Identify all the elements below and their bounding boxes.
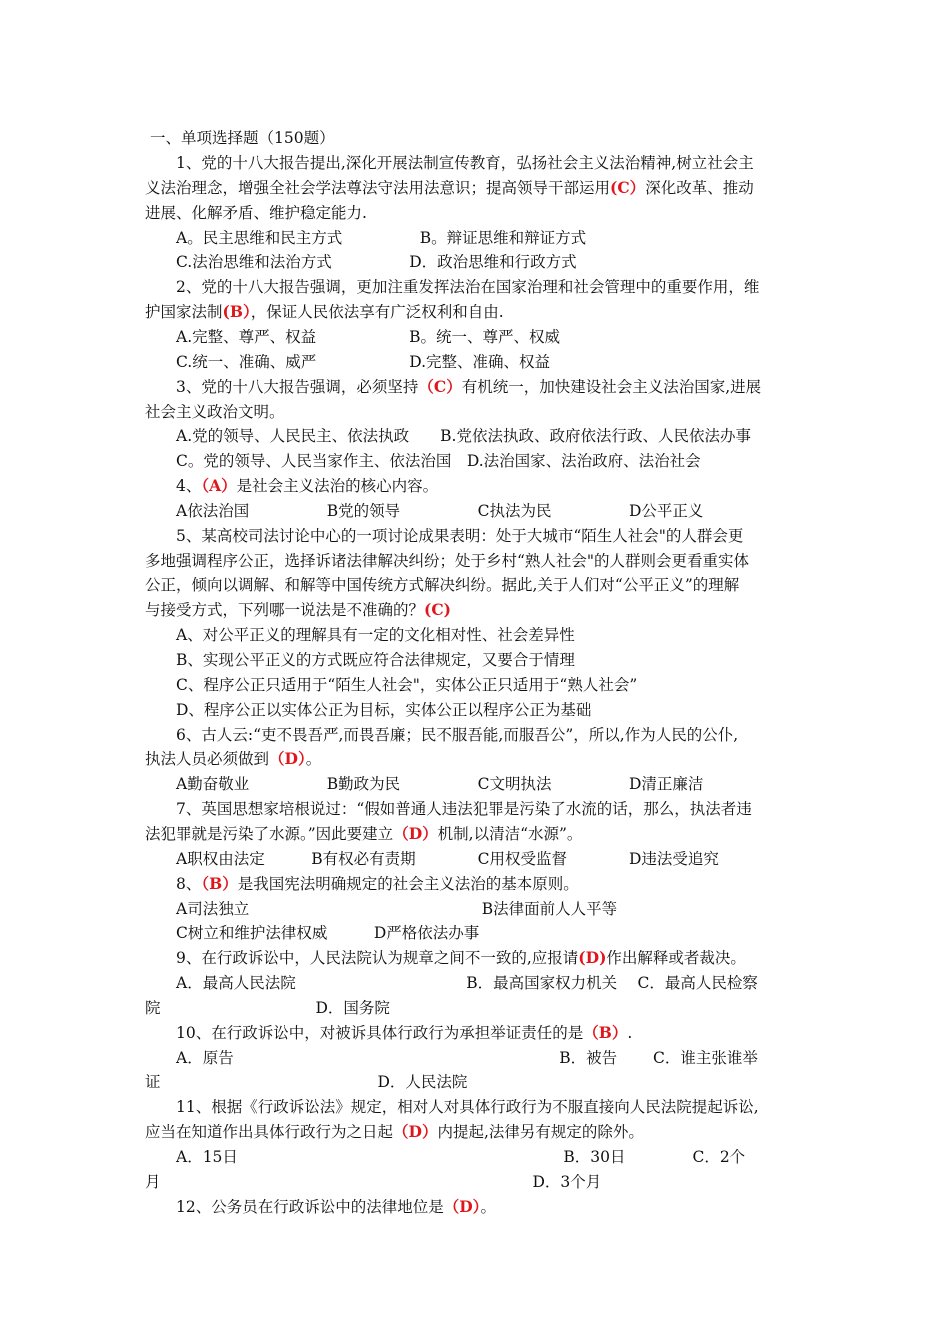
text-line: 7、英国思想家培根说过：“假如普通人违法犯罪是污染了水流的话，那么，执法者违 <box>176 800 752 819</box>
text-line: A.完整、尊严、权益 B。统一、尊严、权威 <box>176 327 561 346</box>
answer-mark: （D） <box>269 749 306 769</box>
text-line: 10、在行政诉讼中，对被诉具体行政行为承担举证责任的是（B）. <box>176 1022 633 1042</box>
answer-mark: （B） <box>201 873 238 893</box>
answer-mark: （A） <box>201 476 237 496</box>
text-line: 3、党的十八大报告强调，必须坚持（C）有机统一，加快建设社会主义法治国家,进展 <box>176 376 762 396</box>
answer-mark: （C） <box>418 376 462 396</box>
text-line: C.法治思维和法治方式 D．政治思维和行政方式 <box>176 253 577 272</box>
text-line: 进展、化解矛盾、维护稳定能力. <box>145 203 367 222</box>
text-line: 法犯罪就是污染了水源。”因此要建立（D）机制,以清洁“水源”。 <box>145 823 583 843</box>
text-line: A依法治国 B党的领导 C执法为民 D公平正义 <box>176 501 704 520</box>
answer-mark: (C) <box>424 600 452 620</box>
text-line: 2、党的十八大报告强调，更加注重发挥法治在国家治理和社会管理中的重要作用，维 <box>176 278 760 297</box>
text-line: 公正，倾向以调解、和解等中国传统方式解决纠纷。据此,关于人们对“公平正义”的理解 <box>145 576 740 595</box>
text-line: 12、公务员在行政诉讼中的法律地位是（D）。 <box>176 1196 496 1216</box>
text-line: B、实现公平正义的方式既应符合法律规定，又要合于情理 <box>176 651 575 669</box>
text-line: 11、根据《行政诉讼法》规定，相对人对具体行政行为不服直接向人民法院提起诉讼, <box>176 1098 759 1117</box>
text-line: 社会主义政治文明。 <box>145 402 285 421</box>
answer-mark: (B） <box>222 302 251 322</box>
text-line: A．原告 B．被告 C．谁主张谁举 <box>176 1048 758 1067</box>
text-line: 多地强调程序公正，选择诉诸法律解决纠纷；处于乡村“熟人社会"的人群则会更看重实体 <box>145 551 750 570</box>
text-line: 4、（A）是社会主义法治的核心内容。 <box>176 476 439 496</box>
text-line: 5、某高校司法讨论中心的一项讨论成果表明：处于大城市“陌生人社会"的人群会更 <box>176 526 744 545</box>
text-line: A职权由法定 B有权必有责期 C用权受监督 D违法受追究 <box>176 849 719 868</box>
text-line: C树立和维护法律权威 D严格依法办事 <box>176 924 480 943</box>
text-line: 月 D．3个月 <box>145 1172 602 1191</box>
answer-mark: (D) <box>578 948 607 968</box>
text-line: 证 D．人民法院 <box>145 1073 468 1092</box>
text-line: A．最高人民法院 B．最高国家权力机关 C．最高人民检察 <box>176 974 758 993</box>
text-line: A。民主思维和民主方式 B。辩证思维和辩证方式 <box>176 228 587 247</box>
text-line: C、程序公正只适用于“陌生人社会"，实体公正只适用于“熟人社会” <box>176 675 638 694</box>
text-line: D、程序公正以实体公正为目标，实体公正以程序公正为基础 <box>176 700 592 719</box>
text-line: 应当在知道作出具体行政行为之日起（D）内提起,法律另有规定的除外。 <box>145 1122 644 1142</box>
text-line: C.统一、准确、威严 D.完整、准确、权益 <box>176 352 551 371</box>
text-line: C。党的领导、人民当家作主、依法治国 D.法治国家、法治政府、法治社会 <box>176 452 701 471</box>
text-line: 院 D．国务院 <box>145 998 390 1017</box>
text-line: 6、古人云:“吏不畏吾严,而畏吾廉；民不服吾能,而服吾公”，所以,作为人民的公仆, <box>176 725 739 744</box>
text-line: 8、（B）是我国宪法明确规定的社会主义法治的基本原则。 <box>176 873 579 893</box>
text-line: 义法治理念，增强全社会学法尊法守法用法意识；提高领导干部运用(C）深化改革、推动 <box>145 177 754 197</box>
text-line: 与接受方式，下列哪一说法是不准确的？(C) <box>145 600 452 620</box>
text-line: 护国家法制(B），保证人民依法享有广泛权利和自由. <box>145 302 504 322</box>
text-line: A司法独立 B法律面前人人平等 <box>176 899 618 918</box>
answer-mark: （D） <box>393 823 438 843</box>
text-line: 9、在行政诉讼中，人民法院认为规章之间不一致的,应报请(D)作出解释或者裁决。 <box>176 948 746 968</box>
section-heading: 一、单项选择题（150题） <box>150 129 335 147</box>
text-line: A.党的领导、人民民主、依法执政 B.党依法执政、政府依法行政、人民依法办事 <box>176 427 751 446</box>
text-line: 执法人员必须做到（D）。 <box>145 749 322 769</box>
text-line: 1、党的十八大报告提出,深化开展法制宣传教育，弘扬社会主义法治精神,树立社会主 <box>176 154 754 172</box>
answer-mark: （D） <box>393 1122 438 1142</box>
text-line: A、对公平正义的理解具有一定的文化相对性、社会差异性 <box>176 626 575 645</box>
answer-mark: (C） <box>610 177 646 197</box>
text-line: A．15日 B．30日 C．2个 <box>176 1148 746 1166</box>
answer-mark: （B） <box>583 1022 628 1042</box>
text-line: A勤奋敬业 B勤政为民 C文明执法 D清正廉洁 <box>176 775 704 794</box>
answer-mark: （D） <box>443 1196 481 1216</box>
